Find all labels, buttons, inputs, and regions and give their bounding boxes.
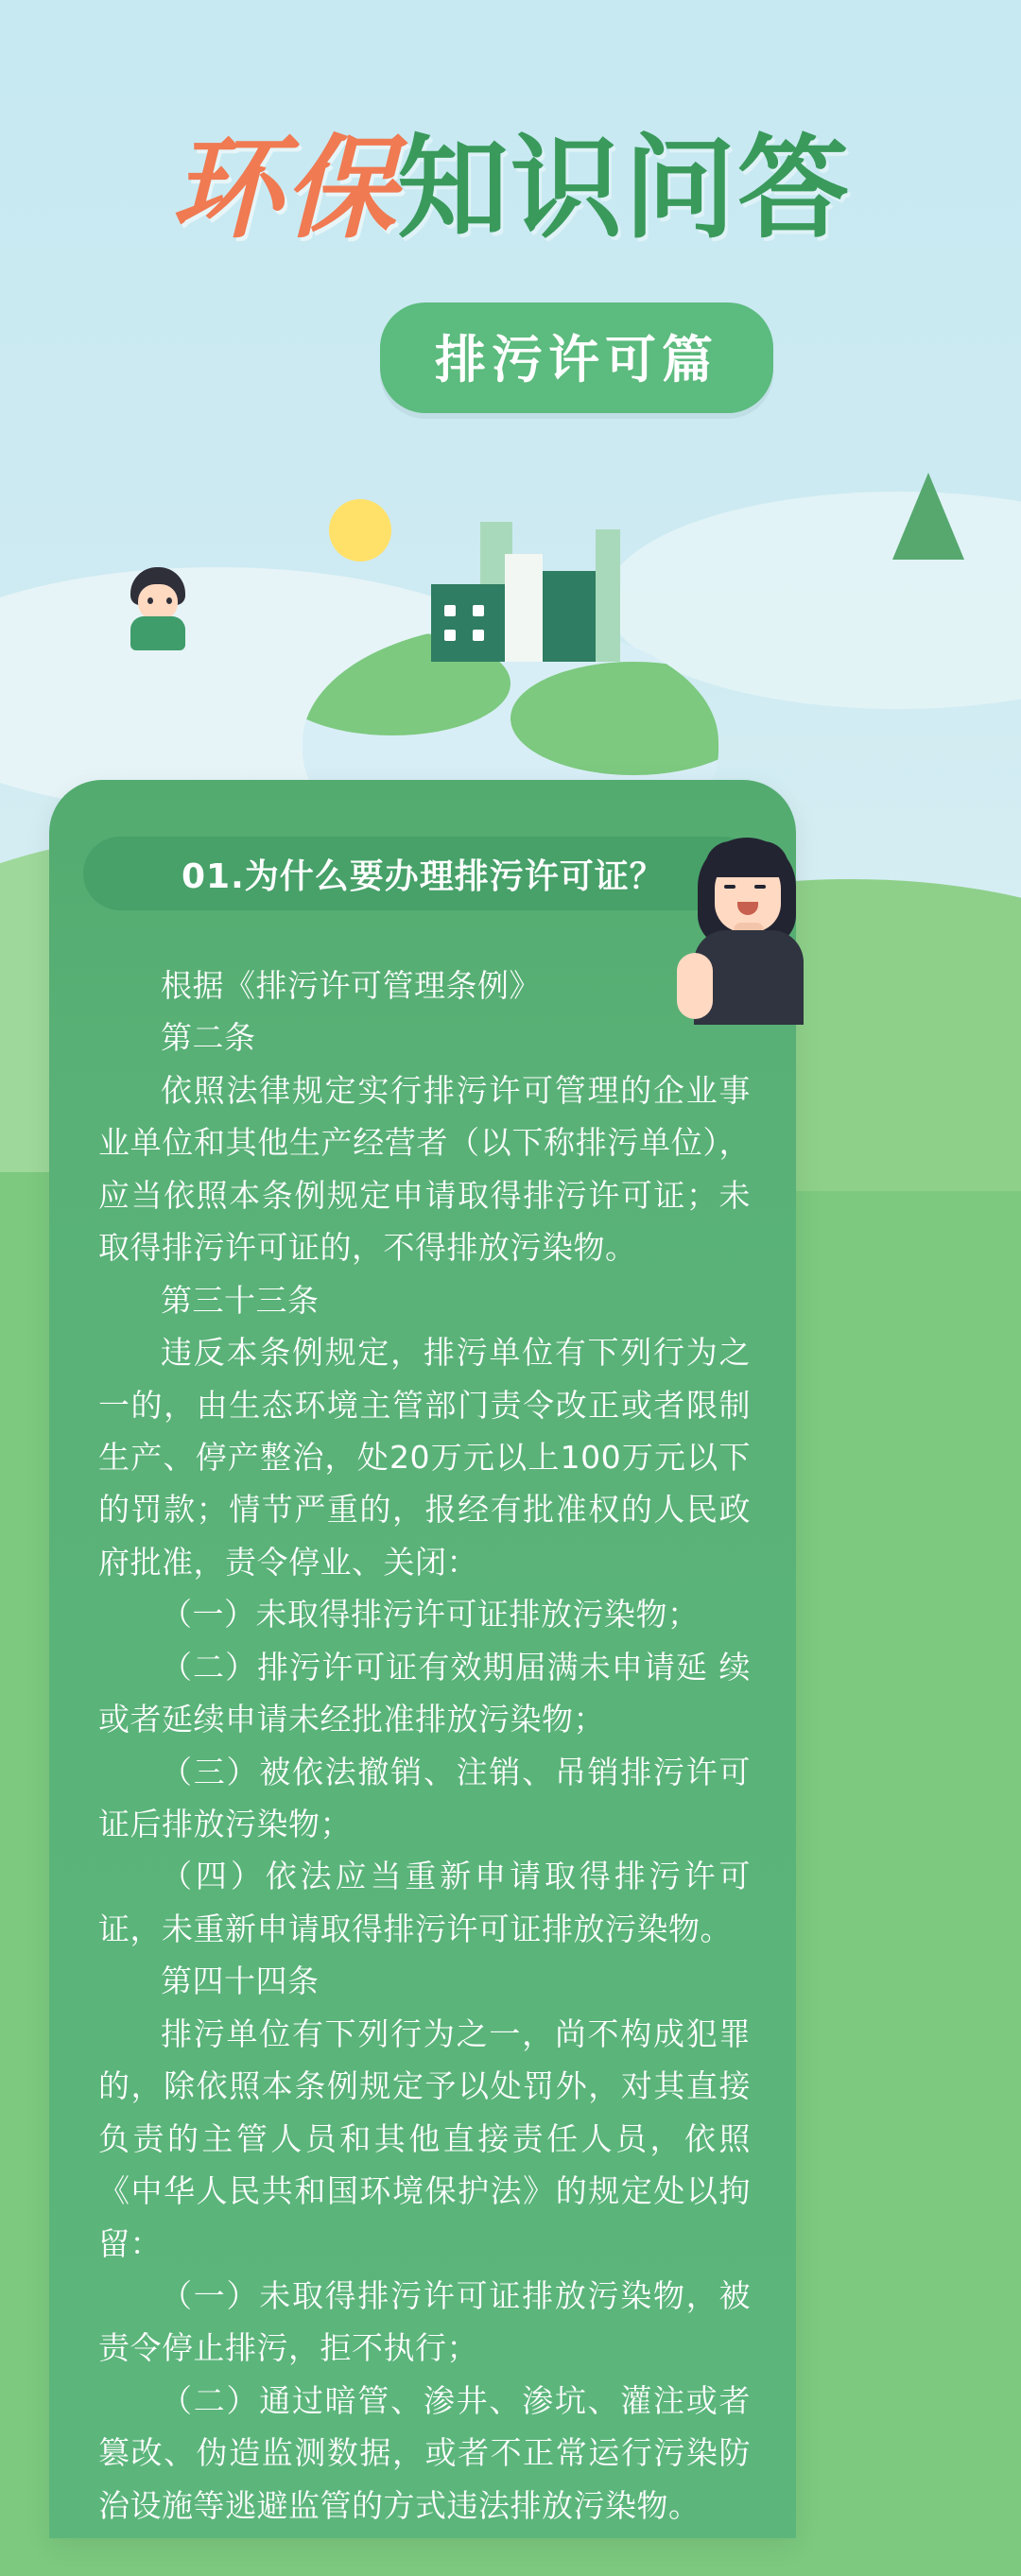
paragraph: （三）被依法撤销、注销、吊销排污许可证后排放污染物；: [98, 1753, 751, 1842]
answer-body: [98, 960, 751, 2532]
window-icon: [444, 605, 456, 616]
question-title: 01.为什么要办理排污许可证？: [182, 856, 665, 896]
page-title: [0, 123, 1021, 253]
paragraph: 排污单位有下列行为之一，尚不构成犯罪的，除依照本条例规定予以处罚外，对其直接负责的主管人员和其他直接责任人员，依照《中华人民共和国环境保护法》的规定处以拘留：: [98, 2014, 751, 2262]
building-icon-2: [505, 554, 543, 662]
subtitle-label: 排污许可篇: [435, 330, 718, 389]
paragraph: 依照法律规定实行排污许可管理的企业事业单位和其他生产经营者（以下称排污单位），应当依照本条例规定申请取得排污许可证；未取得排污许可证的，不得排放污染物。: [98, 1071, 751, 1267]
paragraph: （一）未取得排污许可证排放污染物，被责令停止排污，拒不执行；: [98, 2276, 751, 2367]
person-eye-left: [724, 885, 735, 889]
paragraph: 违反本条例规定，排污单位有下列行为之一的，由生态环境主管部门责令改正或者限制生产、停产整治，处20万元以上100万元以下的罚款；情节严重的，报经有批准权的人民政府批准，责令停业、关闭：: [98, 1334, 751, 1581]
sun-icon: [329, 499, 391, 562]
content-card: [49, 780, 796, 2538]
question-avatar-icon: [123, 567, 195, 648]
globe-land-b: [510, 662, 718, 775]
window-icon: [473, 630, 484, 641]
window-icon: [473, 605, 484, 616]
paragraph: （一）未取得排污许可证排放污染物；: [161, 1596, 700, 1634]
paragraph: 根据《排污许可管理条例》: [161, 967, 541, 1004]
window-icon: [444, 630, 456, 641]
person-eye-right: [754, 885, 766, 889]
person-fringe: [705, 841, 788, 877]
speaking-person-illustration: [673, 832, 824, 1021]
tree-icon: [892, 473, 964, 560]
paragraph: （二）通过暗管、渗井、渗坑、灌注或者篡改、伪造监测数据，或者不正常运行污染防治设施等逃避监管的方式违法排放污染物。: [98, 2381, 751, 2524]
question-banner: [83, 837, 760, 910]
subtitle-badge: [380, 303, 773, 413]
title-main-orange: 环保: [169, 123, 397, 253]
avatar-eye-left: [147, 597, 153, 604]
avatar-body: [130, 616, 185, 650]
building-icon-1: [431, 584, 505, 662]
avatar-eye-right: [166, 597, 172, 604]
building-icon-5: [596, 529, 620, 662]
paragraph: 第二条: [161, 1019, 256, 1057]
paragraph: （四）依法应当重新申请取得排污许可证，未重新申请取得排污许可证排放污染物。: [98, 1858, 751, 1947]
person-arm: [677, 953, 713, 1019]
building-icon-3: [543, 571, 596, 662]
paragraph: 第三十三条: [161, 1281, 320, 1319]
title-main-green: 知识问答: [397, 123, 852, 253]
paragraph: （二）排污许可证有效期届满未申请延 续或者延续申请未经批准排放污染物；: [98, 1648, 751, 1738]
paragraph: 第四十四条: [161, 1962, 320, 2000]
